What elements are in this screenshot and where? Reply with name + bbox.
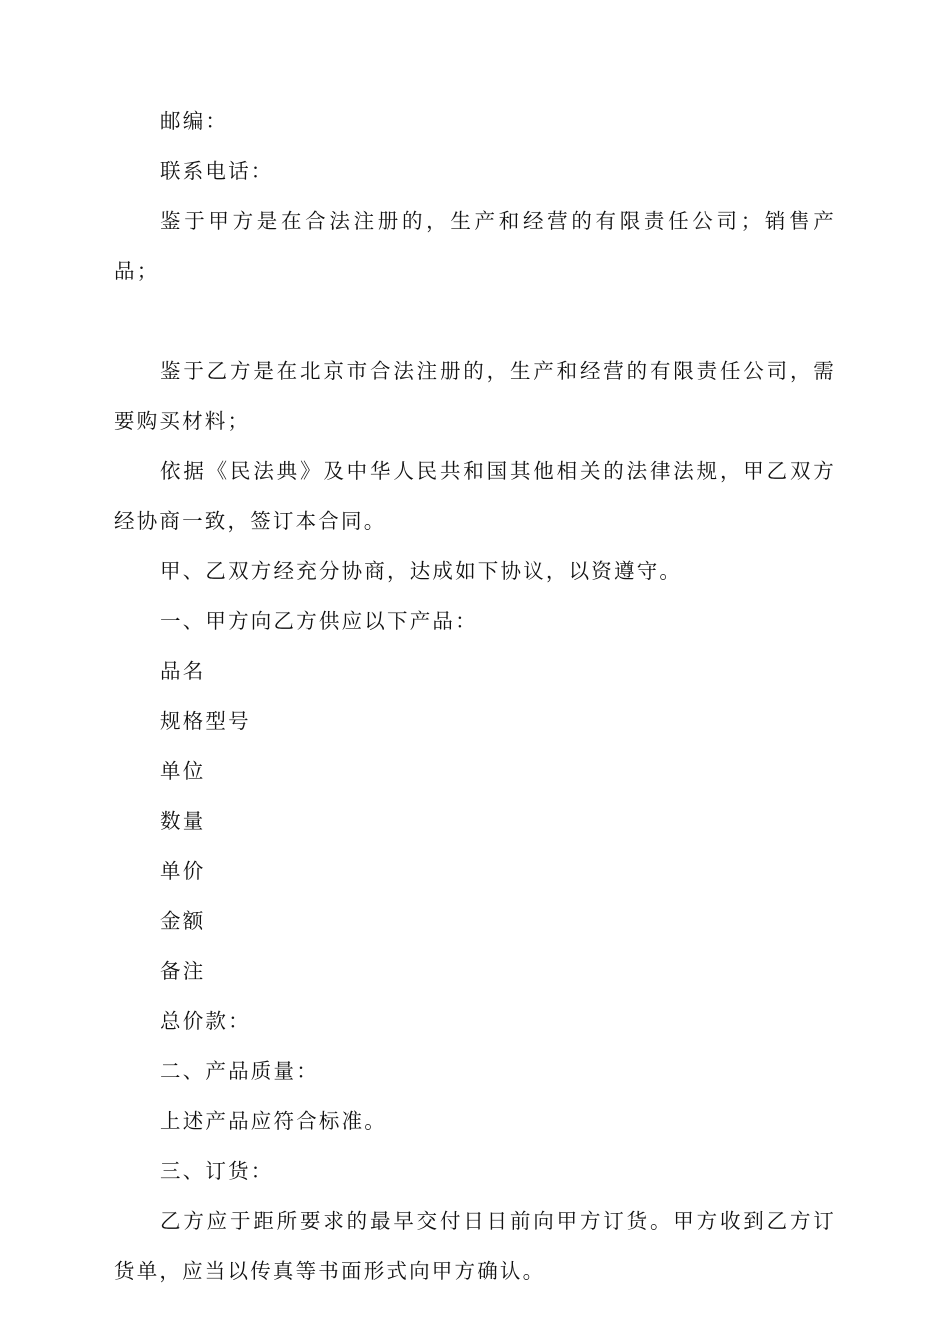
section-1-heading: 一、甲方向乙方供应以下产品：: [160, 609, 478, 633]
party-a-recital: 鉴于甲方是在合法注册的，生产和经营的有限责任公司；销售产品；: [114, 209, 836, 283]
legal-basis-paragraph: 依据《民法典》及中华人民共和国其他相关的法律法规，甲乙双方经协商一致，签订本合同。: [114, 459, 836, 533]
field-unit-price: 单价: [160, 859, 206, 883]
field-quantity: 数量: [160, 809, 206, 833]
section-2-heading: 二、产品质量：: [160, 1059, 319, 1083]
ordering-paragraph: 乙方应于距所要求的最早交付日日前向甲方订货。甲方收到乙方订货单，应当以传真等书面形式向甲方确认。: [114, 1209, 836, 1283]
field-total-price: 总价款：: [160, 1009, 251, 1033]
field-product-name: 品名: [160, 659, 206, 683]
postal-code-line: 邮编：: [160, 109, 229, 133]
field-amount: 金额: [160, 909, 206, 933]
field-remarks: 备注: [160, 959, 206, 983]
party-b-recital: 鉴于乙方是在北京市合法注册的，生产和经营的有限责任公司，需要购买材料；: [114, 359, 836, 433]
quality-statement: 上述产品应符合标准。: [160, 1109, 387, 1133]
contact-phone-line: 联系电话：: [160, 159, 274, 183]
agreement-statement: 甲、乙双方经充分协商，达成如下协议，以资遵守。: [160, 559, 683, 583]
section-3-heading: 三、订货：: [160, 1159, 274, 1183]
field-specification: 规格型号: [160, 709, 251, 733]
blank-line: [114, 296, 836, 346]
document-body: [114, 96, 836, 1296]
field-unit: 单位: [160, 759, 206, 783]
